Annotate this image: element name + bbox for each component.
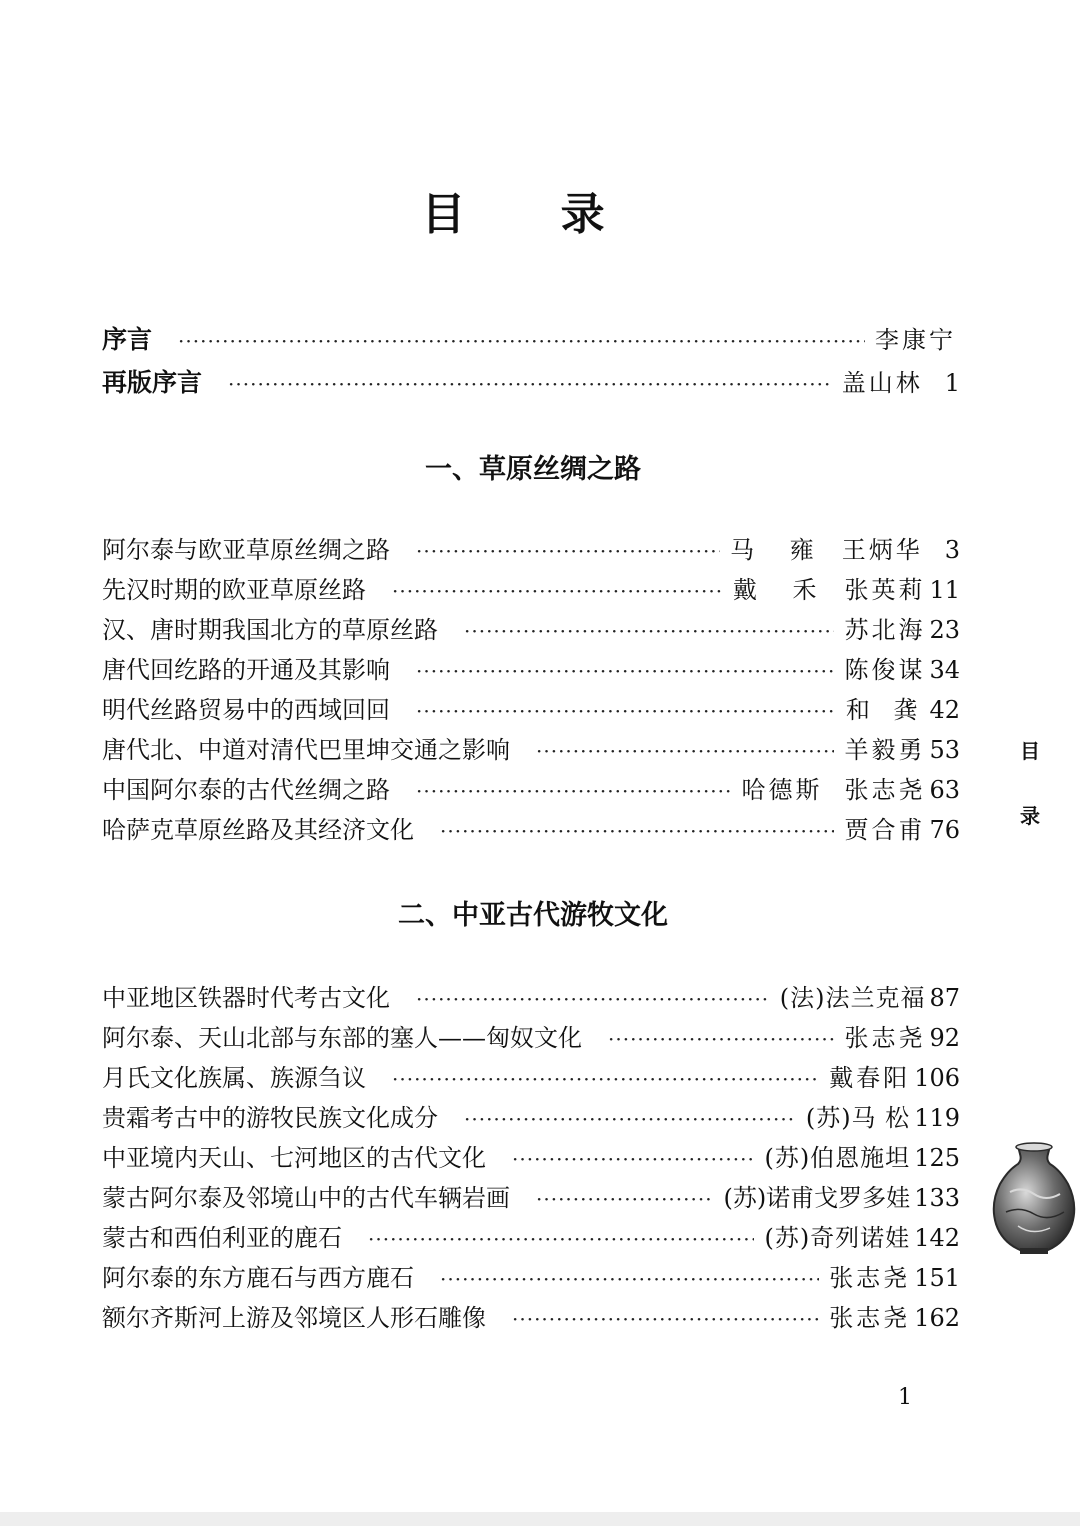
toc-entry-page: 53	[929, 736, 960, 764]
toc-entry-title: 中国阿尔泰的古代丝绸之路	[102, 776, 390, 804]
toc-entry-author: 张志尧	[844, 1024, 926, 1052]
toc-entry-author: 和 龚	[845, 696, 926, 724]
toc-preface-row	[102, 363, 960, 399]
vase-image	[988, 1140, 1080, 1258]
toc-entry-title: 汉、唐时期我国北方的草原丝路	[102, 616, 438, 644]
toc-entry-page: 162	[914, 1304, 960, 1332]
section-heading: 二、中亚古代游牧文化	[398, 900, 668, 931]
toc-entry-author: 马 雍	[730, 536, 828, 564]
toc-leader-dots	[416, 987, 770, 1011]
toc-leader-dots	[416, 659, 834, 683]
toc-entry-page: 3	[944, 536, 960, 564]
toc-entry-author: (苏)马 松	[805, 1104, 911, 1132]
viewer-bottom-strip	[0, 1512, 1080, 1526]
toc-leader-dots	[512, 1307, 819, 1331]
toc-entry-title: 唐代回纥路的开通及其影响	[102, 656, 390, 684]
toc-entry-row	[102, 690, 960, 726]
toc-entry-title: 阿尔泰与欧亚草原丝绸之路	[102, 536, 390, 564]
toc-entry-row	[102, 1098, 960, 1134]
toc-leader-dots	[416, 779, 731, 803]
toc-entry-title: 阿尔泰、天山北部与东部的塞人——匈奴文化	[102, 1024, 582, 1052]
toc-leader-dots	[392, 579, 723, 603]
toc-entry-page: 151	[914, 1264, 960, 1292]
toc-entry-row	[102, 1018, 960, 1054]
toc-entry-author: 戴 禾	[732, 576, 831, 604]
toc-leader-dots	[440, 1267, 819, 1291]
toc-entry-row	[102, 1058, 960, 1094]
toc-entry-page: 11	[929, 576, 960, 604]
toc-entry-title: 月氏文化族属、族源刍议	[102, 1064, 366, 1092]
toc-entry-page: 76	[929, 816, 960, 844]
toc-entry-author: 张志尧	[844, 776, 926, 804]
toc-preface-row	[102, 320, 960, 356]
toc-entry-author: (苏)奇列诺娃	[764, 1224, 911, 1252]
toc-entry-title: 再版序言	[102, 368, 203, 397]
toc-entry-row	[102, 1218, 960, 1254]
toc-leader-dots	[368, 1227, 754, 1251]
toc-entry-author: (苏)诺甫戈罗多娃	[723, 1184, 911, 1212]
toc-leader-dots	[416, 539, 720, 563]
toc-leader-dots	[464, 1107, 796, 1131]
toc-leader-dots	[536, 739, 834, 763]
toc-entry-page: 34	[929, 656, 960, 684]
toc-entry-row	[102, 730, 960, 766]
toc-entry-row	[102, 810, 960, 846]
toc-entry-title: 唐代北、中道对清代巴里坤交通之影响	[102, 736, 510, 764]
toc-entry-row	[102, 650, 960, 686]
toc-entry-page: 133	[914, 1184, 960, 1212]
toc-entry-author: 张志尧	[829, 1304, 911, 1332]
page-number: 1	[898, 1385, 912, 1410]
toc-entry-page: 106	[914, 1064, 960, 1092]
toc-entry-author: 陈俊谋	[844, 656, 926, 684]
toc-entry-row	[102, 1298, 960, 1334]
toc-leader-dots	[464, 619, 834, 643]
toc-entry-author: 戴春阳	[829, 1064, 911, 1092]
toc-leader-dots	[536, 1187, 713, 1211]
toc-entry-page: 1	[944, 369, 960, 397]
toc-entry-title: 序言	[102, 325, 153, 354]
toc-entry-title: 贵霜考古中的游牧民族文化成分	[102, 1104, 438, 1132]
page-title: 目 录	[421, 189, 645, 240]
toc-entry-author: 羊毅勇	[844, 736, 926, 764]
side-tab-char: 目	[1020, 739, 1040, 763]
toc-entry-row	[102, 770, 960, 806]
toc-entry-title: 阿尔泰的东方鹿石与西方鹿石	[102, 1264, 414, 1292]
toc-entry-author: 王炳华	[841, 536, 923, 564]
toc-entry-row	[102, 1178, 960, 1214]
toc-leader-dots	[440, 819, 834, 843]
toc-entry-author: (苏)伯恩施坦	[764, 1144, 911, 1172]
toc-entry-author: 张英莉	[844, 576, 926, 604]
toc-entry-title: 先汉时期的欧亚草原丝路	[102, 576, 366, 604]
section-heading: 一、草原丝绸之路	[425, 454, 641, 485]
toc-entry-page: 87	[929, 984, 960, 1012]
toc-entry-row	[102, 1258, 960, 1294]
toc-entry-title: 中亚地区铁器时代考古文化	[102, 984, 390, 1012]
toc-entry-row	[102, 1138, 960, 1174]
toc-entry-row	[102, 530, 960, 566]
toc-entry-row	[102, 570, 960, 606]
toc-entry-title: 哈萨克草原丝路及其经济文化	[102, 816, 414, 844]
toc-entry-row	[102, 978, 960, 1014]
toc-entry-title: 额尔齐斯河上游及邻境区人形石雕像	[102, 1304, 486, 1332]
toc-entry-title: 蒙古和西伯利亚的鹿石	[102, 1224, 342, 1252]
toc-entry-author: 苏北海	[844, 616, 926, 644]
toc-leader-dots	[228, 372, 832, 396]
toc-entry-author: 盖山林	[841, 369, 923, 397]
toc-entry-page: 119	[914, 1104, 960, 1132]
toc-leader-dots	[416, 699, 836, 723]
toc-entry-page: 42	[929, 696, 960, 724]
toc-entry-title: 中亚境内天山、七河地区的古代文化	[102, 1144, 486, 1172]
toc-entry-title: 明代丝路贸易中的西域回回	[102, 696, 390, 724]
toc-entry-page: 125	[914, 1144, 960, 1172]
side-tab-char: 录	[1020, 804, 1040, 828]
toc-leader-dots	[512, 1147, 754, 1171]
toc-entry-author: (法)法兰克福	[779, 984, 926, 1012]
toc-entry-author: 贾合甫	[844, 816, 926, 844]
toc-entry-author: 哈德斯	[741, 776, 823, 804]
toc-entry-author: 李康宁	[875, 326, 956, 354]
toc-entry-page: 23	[929, 616, 960, 644]
toc-entry-page: 63	[929, 776, 960, 804]
toc-entry-title: 蒙古阿尔泰及邻境山中的古代车辆岩画	[102, 1184, 510, 1212]
toc-leader-dots	[608, 1027, 834, 1051]
toc-leader-dots	[178, 329, 865, 353]
toc-entry-row	[102, 610, 960, 646]
toc-leader-dots	[392, 1067, 819, 1091]
toc-entry-page: 92	[929, 1024, 960, 1052]
toc-entry-page: 142	[914, 1224, 960, 1252]
toc-entry-author: 张志尧	[829, 1264, 911, 1292]
